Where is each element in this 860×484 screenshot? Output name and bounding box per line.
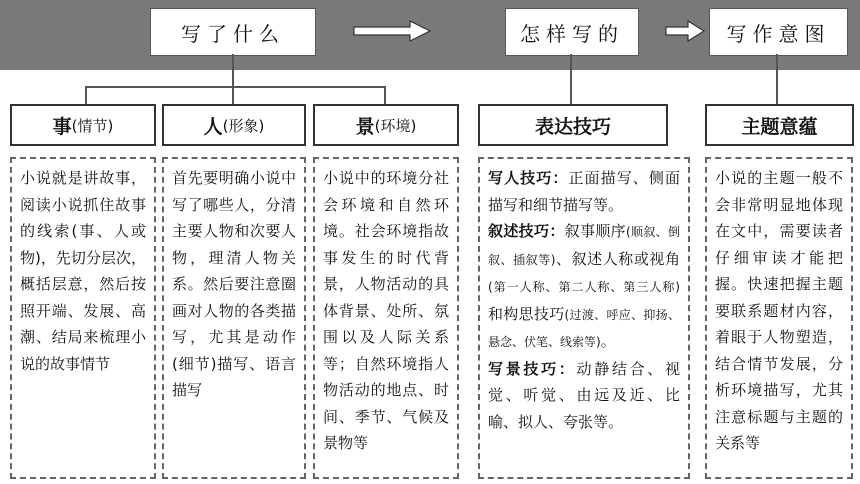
connector-line: [85, 86, 385, 88]
technique-text-box: [478, 157, 690, 479]
person-text-box: [162, 157, 306, 479]
intent-box: 写作意图: [709, 8, 848, 56]
header-person: [162, 104, 306, 146]
header-person-sub: (形象): [222, 116, 265, 135]
technique-text-narrative: 、叙述人称或视角: [555, 249, 680, 268]
header-technique: [478, 104, 668, 146]
technique-text-narrative: 叙事顺序: [564, 222, 626, 240]
header-scene: [313, 104, 459, 146]
scene-text: 小说中的环境分社会环境和自然环境。社会环境指故事发生的时代背景，人物活动的具体背景、处所、氛围以及人际关系等；自然环境指人物活动的地点、时间、季节、气候及景物等: [323, 169, 449, 452]
right-arrow-icon: [352, 19, 434, 43]
how-box: 怎样写的: [505, 8, 639, 56]
technique-text-scene: 动静结合、视觉、听觉、由远及近、比喻、拟人、夸张等。: [488, 359, 680, 431]
theme-text-box: [705, 157, 853, 479]
technique-label-narrative: 叙述技巧：: [488, 222, 565, 240]
scene-text-box: [313, 157, 459, 479]
header-person-main: 人: [203, 115, 223, 138]
technique-note: (顺叙、倒叙、插叙等): [488, 225, 680, 267]
technique-label-person: 写人技巧：: [488, 169, 569, 187]
right-arrow-small-icon: [664, 19, 706, 43]
technique-label-scene: 写景技巧：: [488, 359, 577, 378]
header-scene-sub: (环境): [374, 116, 417, 135]
technique-text-person: 正面描写、侧面描写和细节描写等。: [488, 169, 680, 214]
connector-line: [384, 86, 386, 104]
event-text-box: [10, 157, 156, 479]
header-event-main: 事: [52, 115, 72, 138]
connector-line: [85, 86, 87, 104]
event-text: 小说就是讲故事，阅读小说抓住故事的线索(事、人或物)，先切分层次，概括层意，然后按照开端、发展、高潮、结局来梳理小说的故事情节: [20, 169, 146, 373]
technique-para-3: [488, 356, 680, 436]
header-scene-main: 景: [355, 115, 375, 138]
header-theme: [705, 104, 854, 146]
header-event: [10, 104, 156, 146]
technique-text-narrative: 和构思技巧: [488, 304, 565, 323]
header-event-sub: (情节): [71, 116, 114, 135]
connector-line: [232, 54, 234, 87]
technique-para-1: [488, 165, 680, 218]
technique-text-narrative: 。: [600, 332, 616, 350]
theme-text: 小说的主题一般不会非常明显地体现在文中，需要读者仔细审读才能把握。快速把握主题要联系题材内容，着眼于人物塑造，结合情节发展，分析环境描写，尤其注意标题与主题的关系等: [715, 169, 843, 452]
header-theme-main: 主题意蕴: [741, 115, 818, 138]
connector-line: [232, 86, 234, 104]
connector-line: [776, 54, 778, 104]
technique-note: (第一人称、第二人称、第三人称): [488, 280, 680, 294]
technique-para-2: [488, 218, 680, 356]
technique-note: (过渡、呼应、抑扬、悬念、伏笔、线索等): [488, 307, 680, 349]
connector-line: [570, 54, 572, 104]
person-text: 首先要明确小说中写了哪些人，分清主要人物和次要人物，理清人物关系。然后要注意圈画对人物的各类描写，尤其是动作(细节)描写、语言描写: [172, 169, 296, 399]
header-technique-main: 表达技巧: [534, 115, 611, 138]
what-box: 写了什么: [150, 8, 316, 56]
